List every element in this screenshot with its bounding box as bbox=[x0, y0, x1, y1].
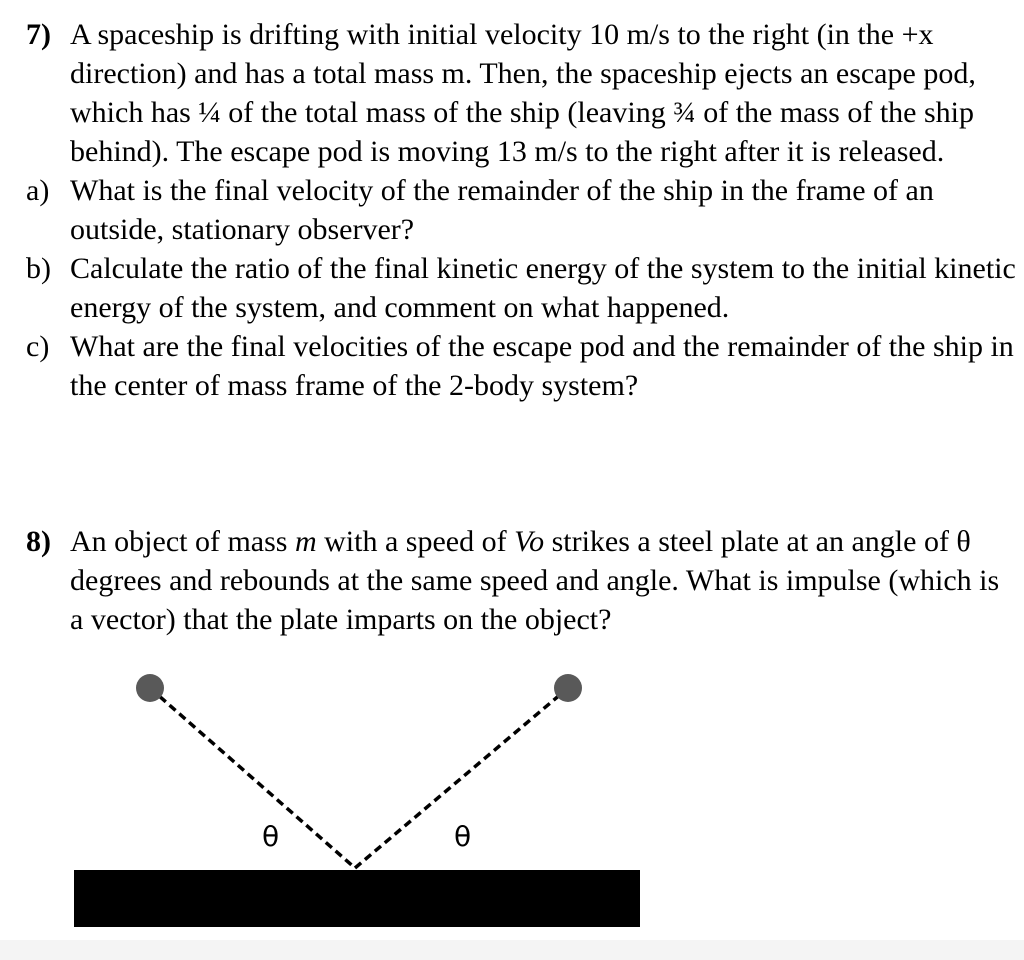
problem-7-text: A spaceship is drifting with initial velocity 10 m/s to the right (in the +x direction) and has a total mass m. Then, the spaceship ejects an escape pod, which has ¼ of the total mass of the ship (leaving ¾ of the mass of the ship behind). The escape pod is moving 13 m/s to the right after it is released. bbox=[70, 18, 976, 168]
problem-7 bbox=[26, 15, 1018, 405]
part-text: Calculate the ratio of the final kinetic energy of the system to the initial kinetic energy of the system, and comment on what happened. bbox=[70, 252, 1016, 324]
rebound-diagram bbox=[0, 660, 700, 940]
outgoing-ball bbox=[554, 674, 582, 702]
part-letter: c) bbox=[26, 330, 50, 363]
speed-symbol: Vo bbox=[514, 525, 545, 558]
problem-7-part-c bbox=[26, 327, 1018, 405]
problem-7-part-a bbox=[26, 171, 1018, 249]
incoming-path bbox=[150, 688, 355, 868]
problem-7-part-b bbox=[26, 249, 1018, 327]
part-text: What are the final velocities of the escape pod and the remainder of the ship in the center of mass frame of the 2-body system? bbox=[70, 330, 1014, 402]
incoming-ball bbox=[136, 674, 164, 702]
mass-symbol: m bbox=[294, 525, 317, 558]
problem-8-text-part1: An object of mass bbox=[70, 525, 295, 558]
angle-right-label: θ bbox=[454, 820, 472, 853]
problem-7-number: 7) bbox=[26, 18, 51, 51]
problem-8 bbox=[26, 522, 1018, 639]
angle-left-label: θ bbox=[262, 820, 280, 853]
problem-8-statement bbox=[26, 522, 1018, 639]
problem-8-text bbox=[70, 522, 1018, 639]
bottom-margin bbox=[0, 940, 1024, 960]
problem-7-statement bbox=[26, 15, 1018, 171]
problem-7-subparts bbox=[26, 171, 1018, 405]
problem-8-text-part3: strikes a steel plate at an angle of θ degrees and rebounds at the same speed and angle. What is impulse (which is a vector) that the plate imparts on the object? bbox=[70, 525, 1000, 636]
problem-8-number: 8) bbox=[26, 525, 51, 558]
part-letter: a) bbox=[26, 174, 50, 207]
part-text: What is the final velocity of the remainder of the ship in the frame of an outside, stationary observer? bbox=[70, 174, 934, 246]
steel-plate bbox=[74, 870, 640, 927]
part-letter: b) bbox=[26, 252, 51, 285]
problem-8-text-part2: with a speed of bbox=[316, 525, 515, 558]
